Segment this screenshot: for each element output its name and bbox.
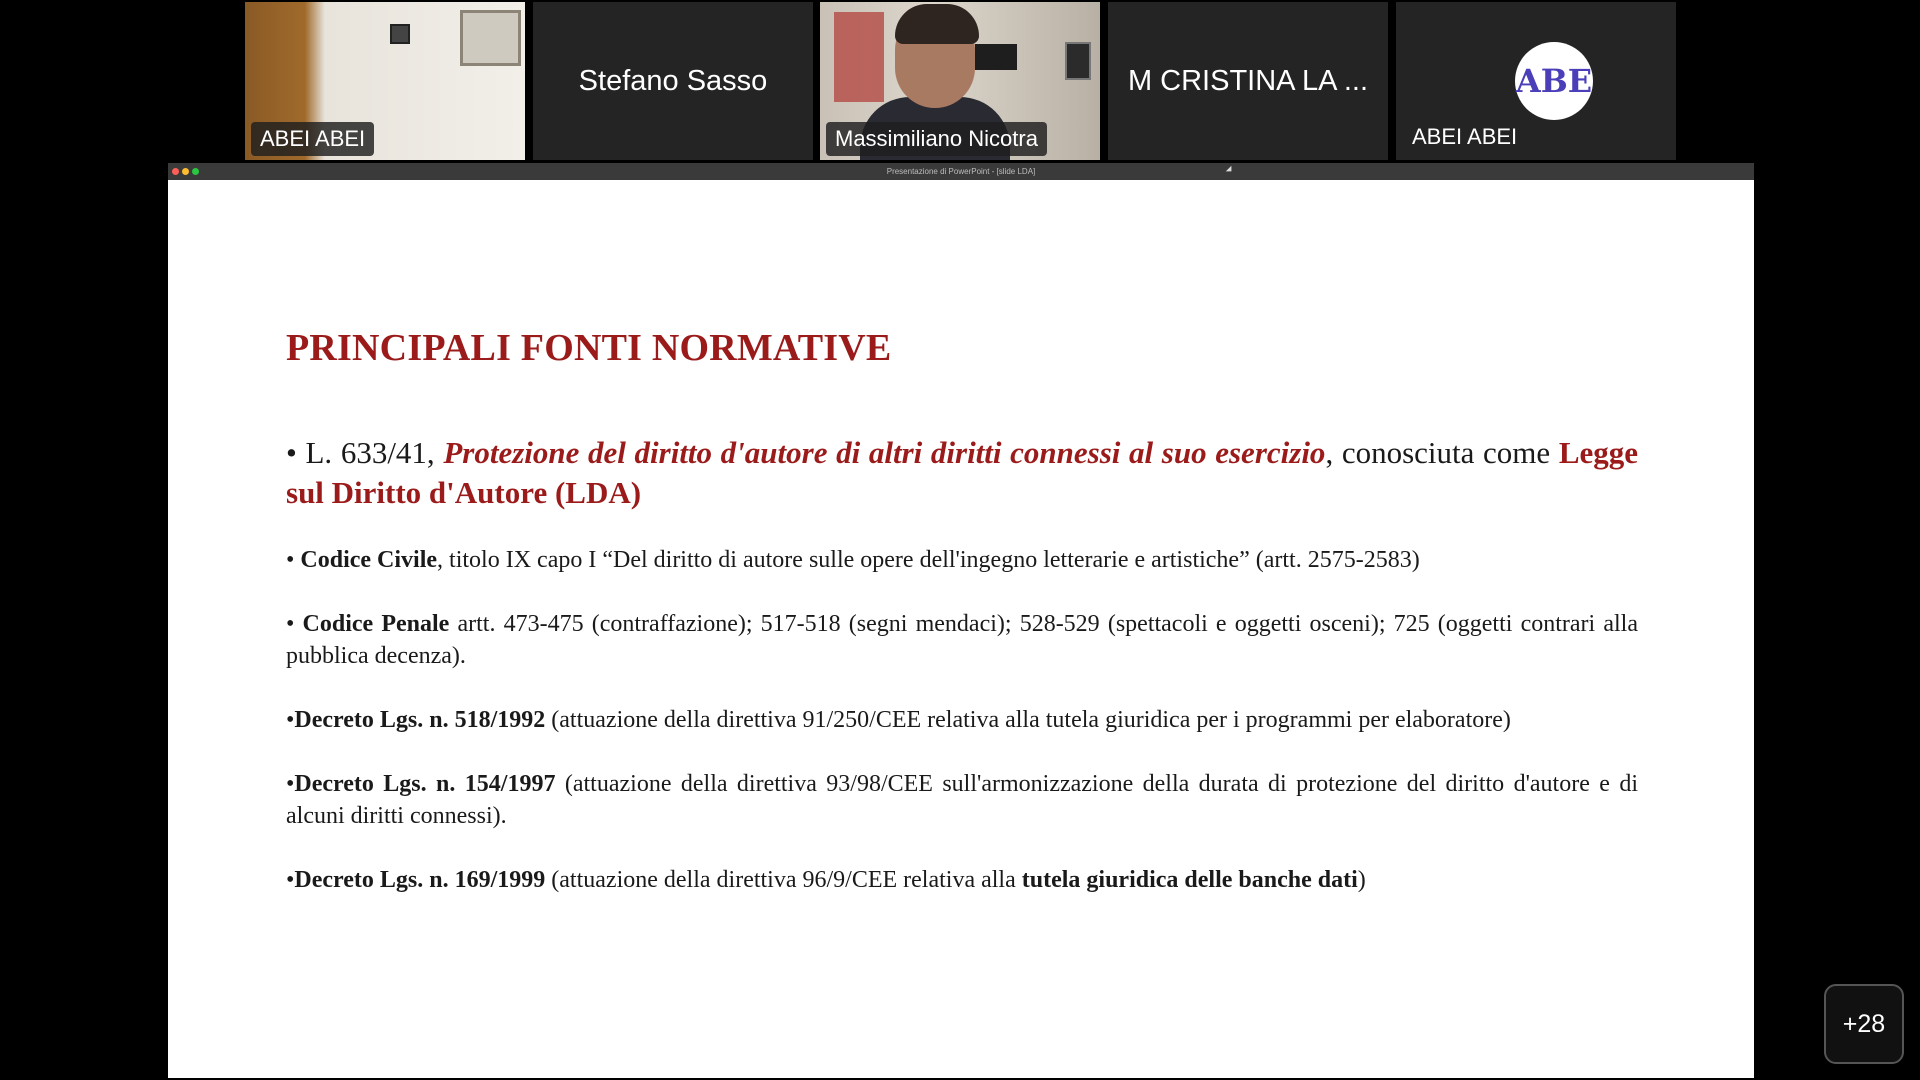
bullet-text: (attuazione della direttiva 91/250/CEE relativa alla tutela giuridica per i programmi per elaboratore)	[545, 707, 1511, 733]
speaker-hair	[895, 4, 979, 44]
participant-tile-abei-2[interactable]	[1396, 2, 1676, 160]
bullet-tail: )	[1357, 867, 1366, 893]
wall-clock	[390, 24, 410, 44]
bullet-bold: Decreto Lgs. n. 518/1992	[294, 707, 546, 733]
logo-text: ABE	[1515, 62, 1593, 100]
presentation-slide	[168, 180, 1754, 1078]
bullet-text: (attuazione della direttiva 93/98/CEE sull'armonizzazione della durata di protezione del diritto d'autore e di alcuni diritti connessi).	[286, 771, 1638, 829]
minimize-dot-icon[interactable]	[182, 168, 189, 175]
participant-name: Massimiliano Nicotra	[826, 122, 1047, 156]
close-dot-icon[interactable]	[172, 168, 179, 175]
bullet-lda	[286, 433, 1638, 513]
participant-tile-massimiliano[interactable]	[820, 2, 1100, 160]
bullet-prefix: • L. 633/41,	[286, 435, 444, 470]
bullet-bold: Codice Penale	[302, 611, 450, 637]
bullet-middle: , conosciuta come	[1325, 435, 1559, 470]
bullet-bold: Decreto Lgs. n. 169/1999	[294, 867, 546, 893]
participant-tile-abei-1[interactable]	[245, 2, 525, 160]
tv-screen	[975, 44, 1017, 70]
bullet-decreto-169: •Decreto Lgs. n. 169/1999 (attuazione della direttiva 96/9/CEE relativa alla tutela giuridica delle banche dati)	[286, 867, 1366, 893]
bullet-bold-2: tutela giuridica delle banche dati	[1021, 867, 1358, 893]
participant-name: ABEI ABEI	[251, 122, 374, 156]
participant-tile-cristina[interactable]	[1108, 2, 1388, 160]
zoom-dot-icon[interactable]	[192, 168, 199, 175]
participant-name: M CRISTINA LA ...	[1127, 64, 1369, 97]
abe-logo	[1515, 42, 1593, 120]
wall-picture	[460, 10, 521, 66]
wall-poster	[834, 12, 884, 102]
lda-name: Legge sul Diritto d'Autore (LDA)	[286, 435, 1639, 510]
participant-name: ABEI ABEI	[1412, 124, 1518, 149]
bullet-codice-penale: • Codice Penale artt. 473-475 (contraffazione); 517-518 (segni mendaci); 528-529 (spettacoli e oggetti osceni); 725 (oggetti contrari alla pubblica decenza).	[286, 611, 1638, 669]
wall-frame	[1065, 42, 1091, 80]
bullet-text: (attuazione della direttiva 96/9/CEE relativa alla	[545, 867, 1022, 893]
window-title: Presentazione di PowerPoint - [slide LDA]	[886, 167, 1036, 176]
bullet-decreto-518: •Decreto Lgs. n. 518/1992 (attuazione della direttiva 91/250/CEE relativa alla tutela giuridica per i programmi per elaboratore)	[286, 707, 1511, 733]
bullet-decreto-154: •Decreto Lgs. n. 154/1997 (attuazione della direttiva 93/98/CEE sull'armonizzazione della durata di protezione del diritto d'autore e di alcuni diritti connessi).	[286, 771, 1638, 829]
bullet-text: artt. 473-475 (contraffazione); 517-518 (segni mendaci); 528-529 (spettacoli e oggetti osceni); 725 (oggetti contrari alla pubblica decenza).	[286, 611, 1638, 669]
participant-tile-stefano[interactable]	[533, 2, 813, 160]
bullet-codice-civile: • Codice Civile, titolo IX capo I “Del diritto di autore sulle opere dell'ingegno letterarie e artistiche” (artt. 2575-2583)	[286, 547, 1420, 573]
bullet-bold: Codice Civile	[300, 547, 438, 573]
law-title: Protezione del diritto d'autore di altri diritti connessi al suo esercizio	[443, 435, 1326, 470]
participant-name: Stefano Sasso	[578, 64, 768, 97]
slide-title: PRINCIPALI FONTI NORMATIVE	[286, 327, 892, 369]
bullet-bold: Decreto Lgs. n. 154/1997	[294, 771, 556, 797]
shared-window-titlebar	[168, 163, 1754, 180]
bullet-text: , titolo IX capo I “Del diritto di autore sulle opere dell'ingegno letterarie e artistiche” (artt. 2575-2583)	[437, 547, 1420, 573]
more-participants-button[interactable]: +28	[1824, 984, 1904, 1064]
